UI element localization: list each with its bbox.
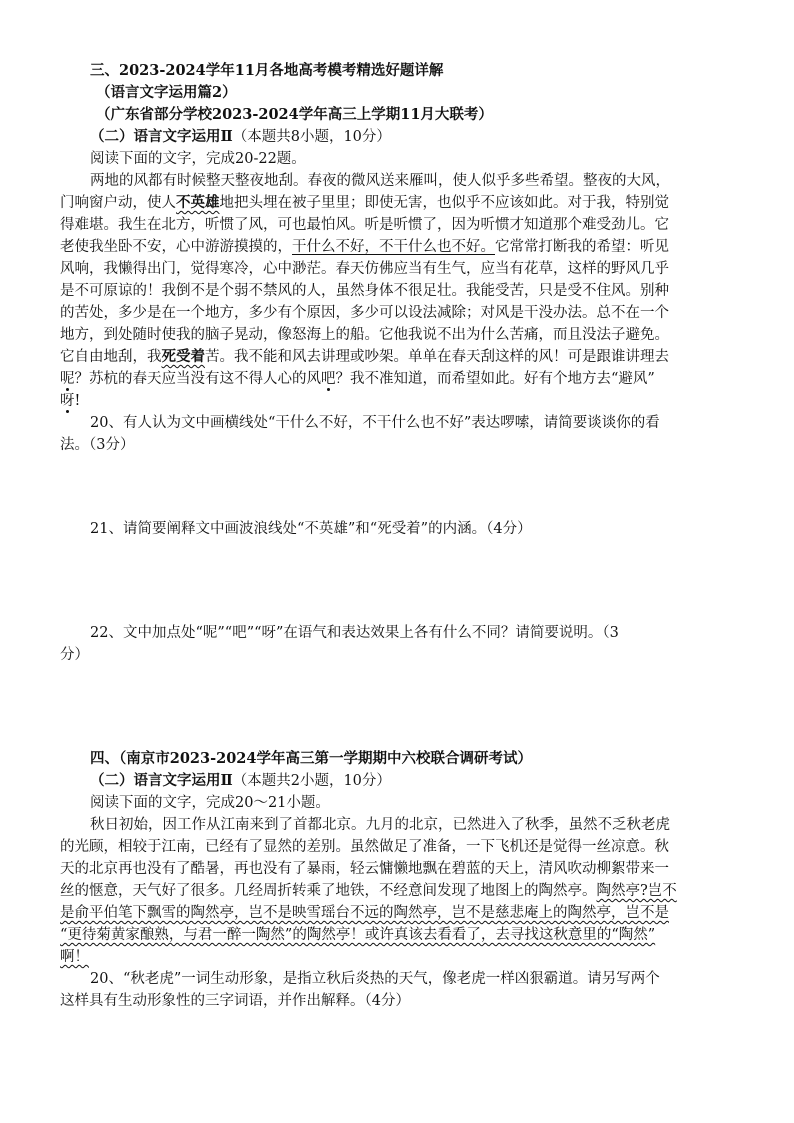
section3-source: （广东省部分学校2023-2024学年高三上学期11月大联考） [96, 106, 493, 123]
passage4-line: 天的北京再也没有了酷暑，再也没有了暴雨，轻云慵懒地飘在碧蓝的天上，清风吹动柳絮带来一 [60, 861, 669, 877]
section4-question-20: 20、“秋老虎”一词生动形象，是指立秋后炎热的天气，像老虎一样凶狠霸道。请另写两个 [90, 971, 660, 987]
passage3-text: ! [74, 393, 81, 409]
question-20: 20、有人认为文中画横线处“干什么不好，不干什么也不好”表达啰嗦，请简要谈谈你的看 [90, 415, 660, 431]
passage3-line: 两地的风都有时候整天整夜地刮。春夜的微风送来雁叫，使人似乎多些希望。整夜的大风， [90, 173, 670, 189]
dotted-particle-ne: 呢 [60, 371, 75, 387]
passage3-line [60, 236, 669, 258]
passage3-text: 它常常打断我的希望：听见 [495, 239, 669, 255]
passage4-line [60, 902, 669, 924]
wavy-underline-phrase: “更待菊黄家酿熟，与君一醉一陶然”的陶然亭！或许真该去看看了，去寻找这秋意里的“陶然” [60, 927, 656, 943]
passage3-text: ？我不准知道，而希望如此。好有个地方去“避风” [335, 371, 655, 387]
section4-instruction: 阅读下面的文字，完成20～21小题。 [90, 795, 330, 811]
passage3-line [60, 346, 669, 368]
section4-question-20-cont: 这样具有生动形象性的三字词语，并作出解释。（4分） [60, 993, 410, 1009]
wavy-underline-phrase-sishouzhe: 死受着 [161, 348, 205, 365]
wavy-underline-phrase: 陶然亭?岂不 [596, 883, 677, 899]
section4-heading: 四、（南京市2023-2024学年高三第一学期期中六校联合调研考试） [90, 750, 532, 767]
section4-part-note: （本题共2小题，10分） [232, 773, 391, 789]
section3-part [90, 126, 391, 148]
passage4-line [60, 880, 677, 902]
wavy-underline-phrase-buyingxiong: 不英雄 [176, 194, 220, 211]
question-22-cont: 分） [60, 647, 89, 663]
passage3-line: 得难堪。我生在北方，听惯了风，可也最怕风。听是听惯了，因为听惯才知道那个难受劲儿。它 [60, 217, 669, 233]
question-21: 21、请简要阐释文中画波浪线处“不英雄”和“死受着”的内涵。（4分） [90, 521, 532, 537]
dotted-particle-ya: 呀 [60, 393, 75, 409]
passage3-line: 是不可原谅的！我倒不是个弱不禁风的人，虽然身体不很足壮。我能受苦，只是受不住风。别种 [60, 283, 669, 299]
passage3-text: 门响窗户动，使人 [60, 195, 176, 211]
straight-underline-phrase: 干什么不好，不干什么也不好。 [292, 239, 495, 255]
passage3-text: 苦。我不能和风去讲理或吵架。单单在春天刮这样的风！可是跟谁讲理去 [205, 349, 669, 365]
passage3-text: 地把头埋在被子里里；即使无害，也似乎不应该如此。对于我，特别觉 [219, 195, 669, 211]
dotted-particle-ba: 吧 [321, 371, 336, 387]
section4-part [90, 770, 391, 792]
passage4-line [60, 924, 655, 946]
passage3-line [60, 192, 669, 214]
passage3-line [60, 390, 80, 412]
section3-instruction: 阅读下面的文字，完成20-22题。 [90, 151, 306, 167]
passage4-line: 秋日初始，因工作从江南来到了首都北京。九月的北京，已然进入了秋季，虽然不乏秋老虎 [90, 817, 670, 833]
passage3-text: ？苏杭的春天应当没有这不得人心的风 [74, 371, 321, 387]
section3-heading: 三、2023-2024学年11月各地高考模考精选好题详解 [90, 62, 444, 79]
passage3-text: 老使我坐卧不安，心中游游摸摸的， [60, 239, 292, 255]
passage3-line [60, 368, 655, 390]
question-22: 22、文中加点处“呢”“吧”“呀”在语气和表达效果上各有什么不同？请简要说明。（3 [90, 625, 619, 641]
passage3-text: 它自由地刮，我 [60, 349, 162, 365]
passage3-line: 风响，我懒得出门，觉得寒冷，心中渺茫。春天仿佛应当有生气，应当有花草，这样的野风几乎 [60, 261, 669, 277]
passage4-line: 的光顾，相较于江南，已经有了显然的差别。虽然做足了准备，一下飞机还是觉得一丝凉意。秋 [60, 839, 669, 855]
section4-part-title: （二）语言文字运用Ⅱ [90, 772, 233, 789]
passage3-line: 的苦处，多少是在一个地方，多少有个原因，多少可以设法减除；对风是干没办法。总不在一个 [60, 305, 669, 321]
section3-part-note: （本题共8小题，10分） [232, 129, 391, 145]
section3-subheading: （语言文字运用篇2） [96, 84, 237, 101]
passage4-text: 丝的惬意，天气好了很多。几经周折转乘了地铁，不经意间发现了地图上的陶然亭。 [60, 883, 597, 899]
passage3-line: 地方，到处随时使我的脑子晃动，像怒海上的船。它他我说不出为什么苦痛，而且没法子避免。 [60, 327, 669, 343]
question-20-cont: 法。（3分） [60, 437, 135, 453]
section3-part-title: （二）语言文字运用Ⅱ [90, 128, 233, 145]
wavy-underline-phrase: 是俞平伯笔下飘雪的陶然亭，岂不是映雪瑶台不远的陶然亭，岂不是慈悲庵上的陶然亭，岂不是 [60, 905, 669, 921]
wavy-underline-phrase: 啊！ [60, 949, 89, 965]
passage4-line [60, 946, 89, 968]
